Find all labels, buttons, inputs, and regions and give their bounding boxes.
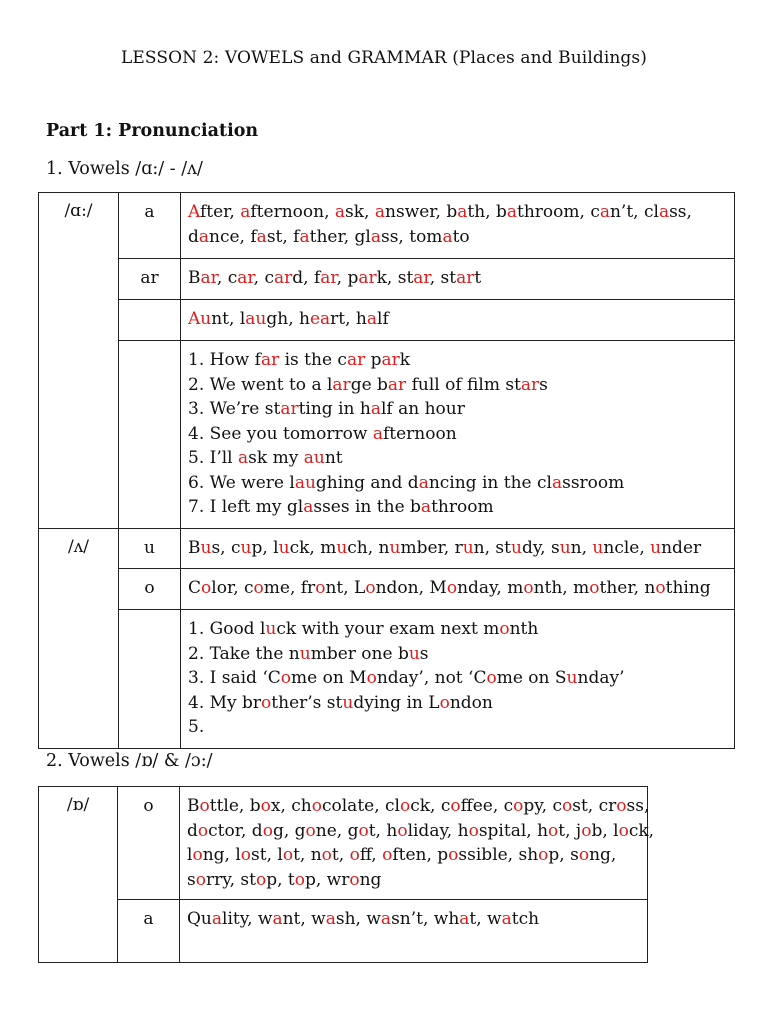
example-line [188, 266, 728, 291]
highlighted-letters: a [551, 472, 563, 493]
text-segment: d [188, 226, 199, 247]
text-segment: x, ch [270, 796, 312, 816]
highlighted-letters: o [262, 820, 273, 841]
text-segment: p, t [266, 869, 295, 890]
example-line [188, 536, 728, 561]
vowel-row [39, 341, 735, 529]
text-segment: fternoon [383, 423, 457, 444]
highlighted-letters: o [282, 845, 294, 865]
text-segment: 4. My br [188, 692, 262, 713]
text-segment: py, c [523, 796, 562, 816]
text-segment: , c [216, 268, 238, 288]
highlighted-letters: ar [456, 268, 475, 288]
text-segment: ch, n [347, 538, 390, 558]
text-segment: n’t, cl [609, 202, 659, 222]
text-segment: n, st [473, 538, 511, 558]
text-segment: t [474, 268, 482, 288]
highlighted-letters: ar [332, 374, 351, 395]
examples-cell [181, 193, 735, 259]
examples-cell [181, 529, 735, 569]
text-segment: n, [570, 538, 593, 558]
example-line [188, 691, 728, 716]
examples-cell [180, 900, 648, 963]
examples-cell [181, 569, 735, 610]
text-segment: thing [665, 578, 711, 598]
highlighted-letters: u [278, 538, 290, 558]
part-heading: Part 1: Pronunciation [46, 121, 259, 141]
highlighted-letters: Au [188, 309, 212, 329]
highlighted-letters: o [450, 796, 461, 816]
text-segment: rt, h [330, 309, 367, 329]
example-line [188, 422, 728, 447]
text-segment: nswer, b [385, 202, 458, 222]
text-segment: g, g [272, 820, 306, 841]
highlighted-letters: o [581, 820, 592, 841]
phoneme-cell: /ɒ/ [39, 787, 118, 963]
spelling-cell: a [118, 900, 180, 963]
vowel-row [39, 529, 735, 569]
spelling-cell: o [118, 787, 180, 900]
text-segment: to [452, 226, 470, 247]
text-segment: p [365, 350, 382, 370]
highlighted-letters: ar [260, 350, 280, 370]
highlighted-letters: a [372, 423, 383, 444]
text-segment: mber, r [400, 538, 463, 558]
text-segment: me, fr [263, 578, 316, 598]
text-segment: ng, l [202, 845, 241, 865]
highlighted-letters: o [513, 796, 524, 816]
highlighted-letters: o [358, 820, 369, 841]
text-segment: p, l [251, 538, 279, 558]
example-line [187, 843, 641, 868]
text-segment: t, h [368, 820, 398, 841]
highlighted-letters: ar [237, 268, 254, 288]
text-segment: lity, w [222, 909, 273, 929]
text-segment: t, j [558, 820, 582, 841]
text-segment: ff, [359, 845, 383, 865]
highlighted-letters: ar [320, 268, 337, 288]
example-line [188, 576, 728, 601]
example-line [188, 715, 728, 740]
text-segment: ng [359, 869, 382, 890]
highlighted-letters: A [188, 202, 200, 222]
spelling-cell: o [119, 569, 181, 610]
text-segment: th, b [467, 202, 507, 222]
example-line [187, 907, 641, 932]
highlighted-letters: o [311, 796, 322, 816]
text-segment: nder [661, 538, 702, 558]
text-segment: sses in the b [313, 497, 421, 517]
text-segment: 6. We were l [188, 472, 295, 493]
example-line [188, 348, 728, 373]
text-segment: full of film st [406, 374, 521, 395]
text-segment: s, c [211, 538, 241, 558]
examples-cell [181, 610, 735, 749]
highlighted-letters: o [589, 578, 600, 598]
text-segment: ther, n [599, 578, 656, 598]
highlighted-letters: o [499, 619, 510, 639]
examples-cell [180, 787, 655, 900]
text-segment: gh, h [266, 309, 310, 329]
text-segment: ctor, d [208, 820, 263, 841]
phoneme-cell: /ɑ:/ [39, 193, 119, 529]
text-segment: 4. See you tomorrow [188, 423, 373, 444]
highlighted-letters: o [446, 578, 458, 598]
highlighted-letters: o [399, 796, 411, 816]
text-segment: ck with your exam next m [276, 619, 500, 639]
highlighted-letters: au [294, 472, 316, 493]
text-segment: p, s [548, 845, 579, 865]
highlighted-letters: o [397, 820, 408, 841]
highlighted-letters: a [238, 448, 249, 468]
text-segment: 3. I said ‘C [188, 668, 281, 688]
example-line [188, 471, 728, 496]
example-line [188, 666, 728, 691]
text-segment: sn’t, wh [391, 909, 460, 929]
highlighted-letters: o [195, 869, 206, 890]
text-segment: 2. Take the n [188, 643, 300, 664]
section-heading-vowels-1: 1. Vowels /ɑ:/ - /ʌ/ [46, 159, 203, 179]
highlighted-letters: a [211, 909, 223, 929]
highlighted-letters: ar [358, 268, 377, 288]
text-segment: b, l [591, 820, 619, 841]
highlighted-letters: o [240, 845, 252, 865]
text-segment: ck, m [289, 538, 337, 558]
text-segment: 3. We’re st [188, 399, 281, 419]
example-line [188, 397, 728, 422]
text-segment: B [188, 268, 201, 288]
highlighted-letters: ar [200, 268, 217, 288]
highlighted-letters: a [658, 202, 670, 222]
text-segment: ng, [589, 845, 617, 865]
vowel-row [39, 610, 735, 749]
text-segment: liday, h [407, 820, 469, 841]
highlighted-letters: a [198, 226, 210, 247]
highlighted-letters: u [559, 538, 571, 558]
spelling-cell [119, 610, 181, 749]
highlighted-letters: o [255, 869, 267, 890]
highlighted-letters: a [501, 909, 512, 929]
highlighted-letters: a [299, 226, 310, 247]
highlighted-letters: a [303, 497, 314, 517]
highlighted-letters: a [256, 226, 267, 247]
spelling-cell: u [119, 529, 181, 569]
text-segment: 1. Good l [188, 619, 266, 639]
example-line [188, 495, 728, 520]
text-segment: nday, m [457, 578, 524, 598]
text-segment: k [399, 350, 411, 370]
text-segment: dy, s [521, 538, 560, 558]
text-segment: nth [509, 619, 539, 639]
highlighted-letters: au [303, 448, 325, 468]
highlighted-letters: a [334, 202, 346, 222]
text-segment: 5. [188, 717, 205, 737]
highlighted-letters: o [468, 820, 479, 841]
highlighted-letters: o [578, 845, 590, 865]
highlighted-letters: u [650, 538, 662, 558]
highlighted-letters: o [366, 668, 377, 688]
highlighted-letters: a [506, 202, 518, 222]
text-segment: 1. How f [188, 350, 261, 370]
text-segment: mber one b [310, 643, 409, 664]
spelling-cell: a [119, 193, 181, 259]
highlighted-letters: o [548, 820, 559, 841]
vowel-table-1 [38, 192, 735, 749]
lesson-title: LESSON 2: VOWELS and GRAMMAR (Places and Buildings) [121, 48, 647, 68]
highlighted-letters: o [192, 845, 203, 865]
text-segment: 2. We went to a l [188, 374, 333, 395]
text-segment: t, [331, 845, 350, 865]
text-segment: ncle, [603, 538, 651, 558]
text-segment: nday’ [577, 668, 625, 688]
highlighted-letters: u [265, 619, 277, 639]
highlighted-letters: ar [520, 374, 540, 395]
highlighted-letters: u [389, 538, 401, 558]
highlighted-letters: u [336, 538, 348, 558]
highlighted-letters: a [370, 226, 381, 247]
examples-cell [181, 341, 735, 529]
text-segment: d, f [292, 268, 321, 288]
highlighted-letters: o [261, 692, 272, 713]
highlighted-letters: a [442, 226, 453, 247]
highlighted-letters: u [200, 538, 212, 558]
highlighted-letters: o [523, 578, 534, 598]
text-segment: ck, c [410, 796, 451, 816]
example-line [187, 794, 650, 819]
vowel-row [39, 900, 648, 963]
text-segment: ne, g [315, 820, 359, 841]
text-segment: fternoon, [250, 202, 335, 222]
highlighted-letters: ar [381, 350, 400, 370]
example-line [188, 617, 728, 642]
section-heading-vowels-2: 2. Vowels /ɒ/ & /ɔ:/ [46, 751, 213, 771]
example-line [188, 446, 728, 471]
highlighted-letters: o [315, 578, 326, 598]
highlighted-letters: a [374, 202, 386, 222]
highlighted-letters: o [439, 692, 450, 713]
example-line [187, 868, 641, 893]
highlighted-letters: o [382, 845, 393, 865]
text-segment: ndon, M [375, 578, 447, 598]
text-segment: me on M [291, 668, 367, 688]
text-segment: rry, st [205, 869, 256, 890]
highlighted-letters: o [349, 869, 360, 890]
text-segment: ss, [626, 796, 650, 816]
highlighted-letters: u [462, 538, 474, 558]
text-segment: ghing and d [315, 472, 419, 493]
text-segment: B [188, 538, 201, 558]
text-segment: ss, tom [380, 226, 443, 247]
vowel-row [39, 787, 648, 900]
highlighted-letters: o [486, 668, 497, 688]
text-segment: ge b [350, 374, 388, 395]
highlighted-letters: o [280, 668, 291, 688]
text-segment: tch [511, 909, 540, 929]
highlighted-letters: a [272, 909, 283, 929]
highlighted-letters: a [420, 497, 432, 517]
examples-cell [181, 259, 735, 300]
text-segment: , p [336, 268, 359, 288]
example-line [188, 200, 728, 225]
text-segment: ting in h [298, 399, 371, 419]
text-segment: ttle, b [209, 796, 261, 816]
text-segment: st, l [251, 845, 283, 865]
vowel-row [39, 193, 735, 259]
highlighted-letters: ar [413, 268, 430, 288]
text-segment: 5. I’ll [188, 448, 239, 468]
text-segment: sk my [248, 448, 304, 468]
text-segment: nth, m [533, 578, 590, 598]
examples-cell [181, 300, 735, 341]
text-segment: nce, f [209, 226, 257, 247]
highlighted-letters: o [199, 796, 210, 816]
text-segment: nt [324, 448, 343, 468]
highlighted-letters: u [342, 692, 354, 713]
text-segment: ncing in the cl [428, 472, 552, 493]
text-segment: , st [429, 268, 457, 288]
text-segment: ther, gl [309, 226, 371, 247]
example-line [188, 225, 728, 250]
highlighted-letters: o [197, 820, 209, 841]
phoneme-cell: /ʌ/ [39, 529, 119, 749]
text-segment: , c [253, 268, 274, 288]
text-segment: throom, c [517, 202, 600, 222]
text-segment: lf [377, 309, 389, 329]
highlighted-letters: ar [280, 399, 299, 419]
vowel-row [39, 259, 735, 300]
text-segment: nt, w [282, 909, 326, 929]
text-segment: s [539, 374, 548, 395]
highlighted-letters: o [321, 845, 332, 865]
highlighted-letters: o [618, 820, 629, 841]
text-segment: 7. I left my gl [188, 497, 304, 517]
text-segment: nday’, not ‘C [376, 668, 487, 688]
highlighted-letters: o [538, 845, 549, 865]
text-segment: t, w [469, 909, 502, 929]
highlighted-letters: u [566, 668, 578, 688]
text-segment: ndon [449, 692, 493, 713]
text-segment: lor, c [211, 578, 254, 598]
text-segment: sk, [345, 202, 375, 222]
highlighted-letters: a [240, 202, 251, 222]
text-segment: ffee, c [460, 796, 514, 816]
highlighted-letters: a [325, 909, 336, 929]
highlighted-letters: a [380, 909, 392, 929]
text-segment: throom [431, 497, 494, 517]
text-segment: C [188, 578, 202, 598]
text-segment: fter, [199, 202, 241, 222]
text-segment: s [419, 643, 429, 664]
example-line [188, 307, 728, 332]
spelling-cell [119, 300, 181, 341]
text-segment: ssible, sh [458, 845, 539, 865]
highlighted-letters: a [366, 309, 378, 329]
highlighted-letters: u [299, 643, 311, 664]
text-segment: spital, h [478, 820, 549, 841]
vowel-row [39, 300, 735, 341]
text-segment: dying in L [353, 692, 440, 713]
text-segment: s [187, 869, 196, 890]
vowel-table-2 [38, 786, 655, 963]
text-segment: ther’s st [271, 692, 343, 713]
text-segment: me on S [496, 668, 567, 688]
highlighted-letters: o [201, 578, 212, 598]
highlighted-letters: o [561, 796, 573, 816]
text-segment: ften, p [392, 845, 449, 865]
text-segment: t, n [293, 845, 322, 865]
highlighted-letters: o [616, 796, 627, 816]
highlighted-letters: ar [387, 374, 407, 395]
highlighted-letters: ea [309, 309, 331, 329]
highlighted-letters: ar [346, 350, 366, 370]
text-segment: colate, cl [321, 796, 400, 816]
text-segment: is the c [279, 350, 347, 370]
text-segment: ck, [628, 820, 655, 841]
text-segment: d [187, 820, 198, 841]
highlighted-letters: a [457, 202, 468, 222]
text-segment: l [187, 845, 193, 865]
highlighted-letters: o [260, 796, 271, 816]
text-segment: Qu [187, 909, 212, 929]
text-segment: nt, L [325, 578, 366, 598]
highlighted-letters: o [253, 578, 264, 598]
text-segment: st, f [266, 226, 300, 247]
highlighted-letters: o [349, 845, 360, 865]
example-line [188, 642, 728, 667]
highlighted-letters: a [418, 472, 429, 493]
example-line [188, 373, 728, 398]
highlighted-letters: u [408, 643, 420, 664]
text-segment: st, cr [572, 796, 617, 816]
highlighted-letters: o [655, 578, 666, 598]
vowel-row [39, 569, 735, 610]
highlighted-letters: o [365, 578, 376, 598]
highlighted-letters: a [599, 202, 610, 222]
highlighted-letters: o [305, 820, 316, 841]
highlighted-letters: ar [274, 268, 293, 288]
highlighted-letters: u [592, 538, 604, 558]
text-segment: lf an hour [380, 399, 465, 419]
text-segment: ssroom [562, 472, 625, 493]
spelling-cell [119, 341, 181, 529]
highlighted-letters: a [370, 399, 381, 419]
text-segment: p, wr [304, 869, 350, 890]
highlighted-letters: o [294, 869, 305, 890]
highlighted-letters: u [240, 538, 252, 558]
text-segment: ss, [669, 202, 692, 222]
text-segment: nt, l [211, 309, 246, 329]
spelling-cell: ar [119, 259, 181, 300]
text-segment: k, st [376, 268, 414, 288]
highlighted-letters: u [510, 538, 522, 558]
example-line [187, 819, 655, 844]
highlighted-letters: au [245, 309, 267, 329]
text-segment: B [187, 796, 200, 816]
highlighted-letters: a [459, 909, 470, 929]
highlighted-letters: o [448, 845, 459, 865]
text-segment: sh, w [335, 909, 381, 929]
